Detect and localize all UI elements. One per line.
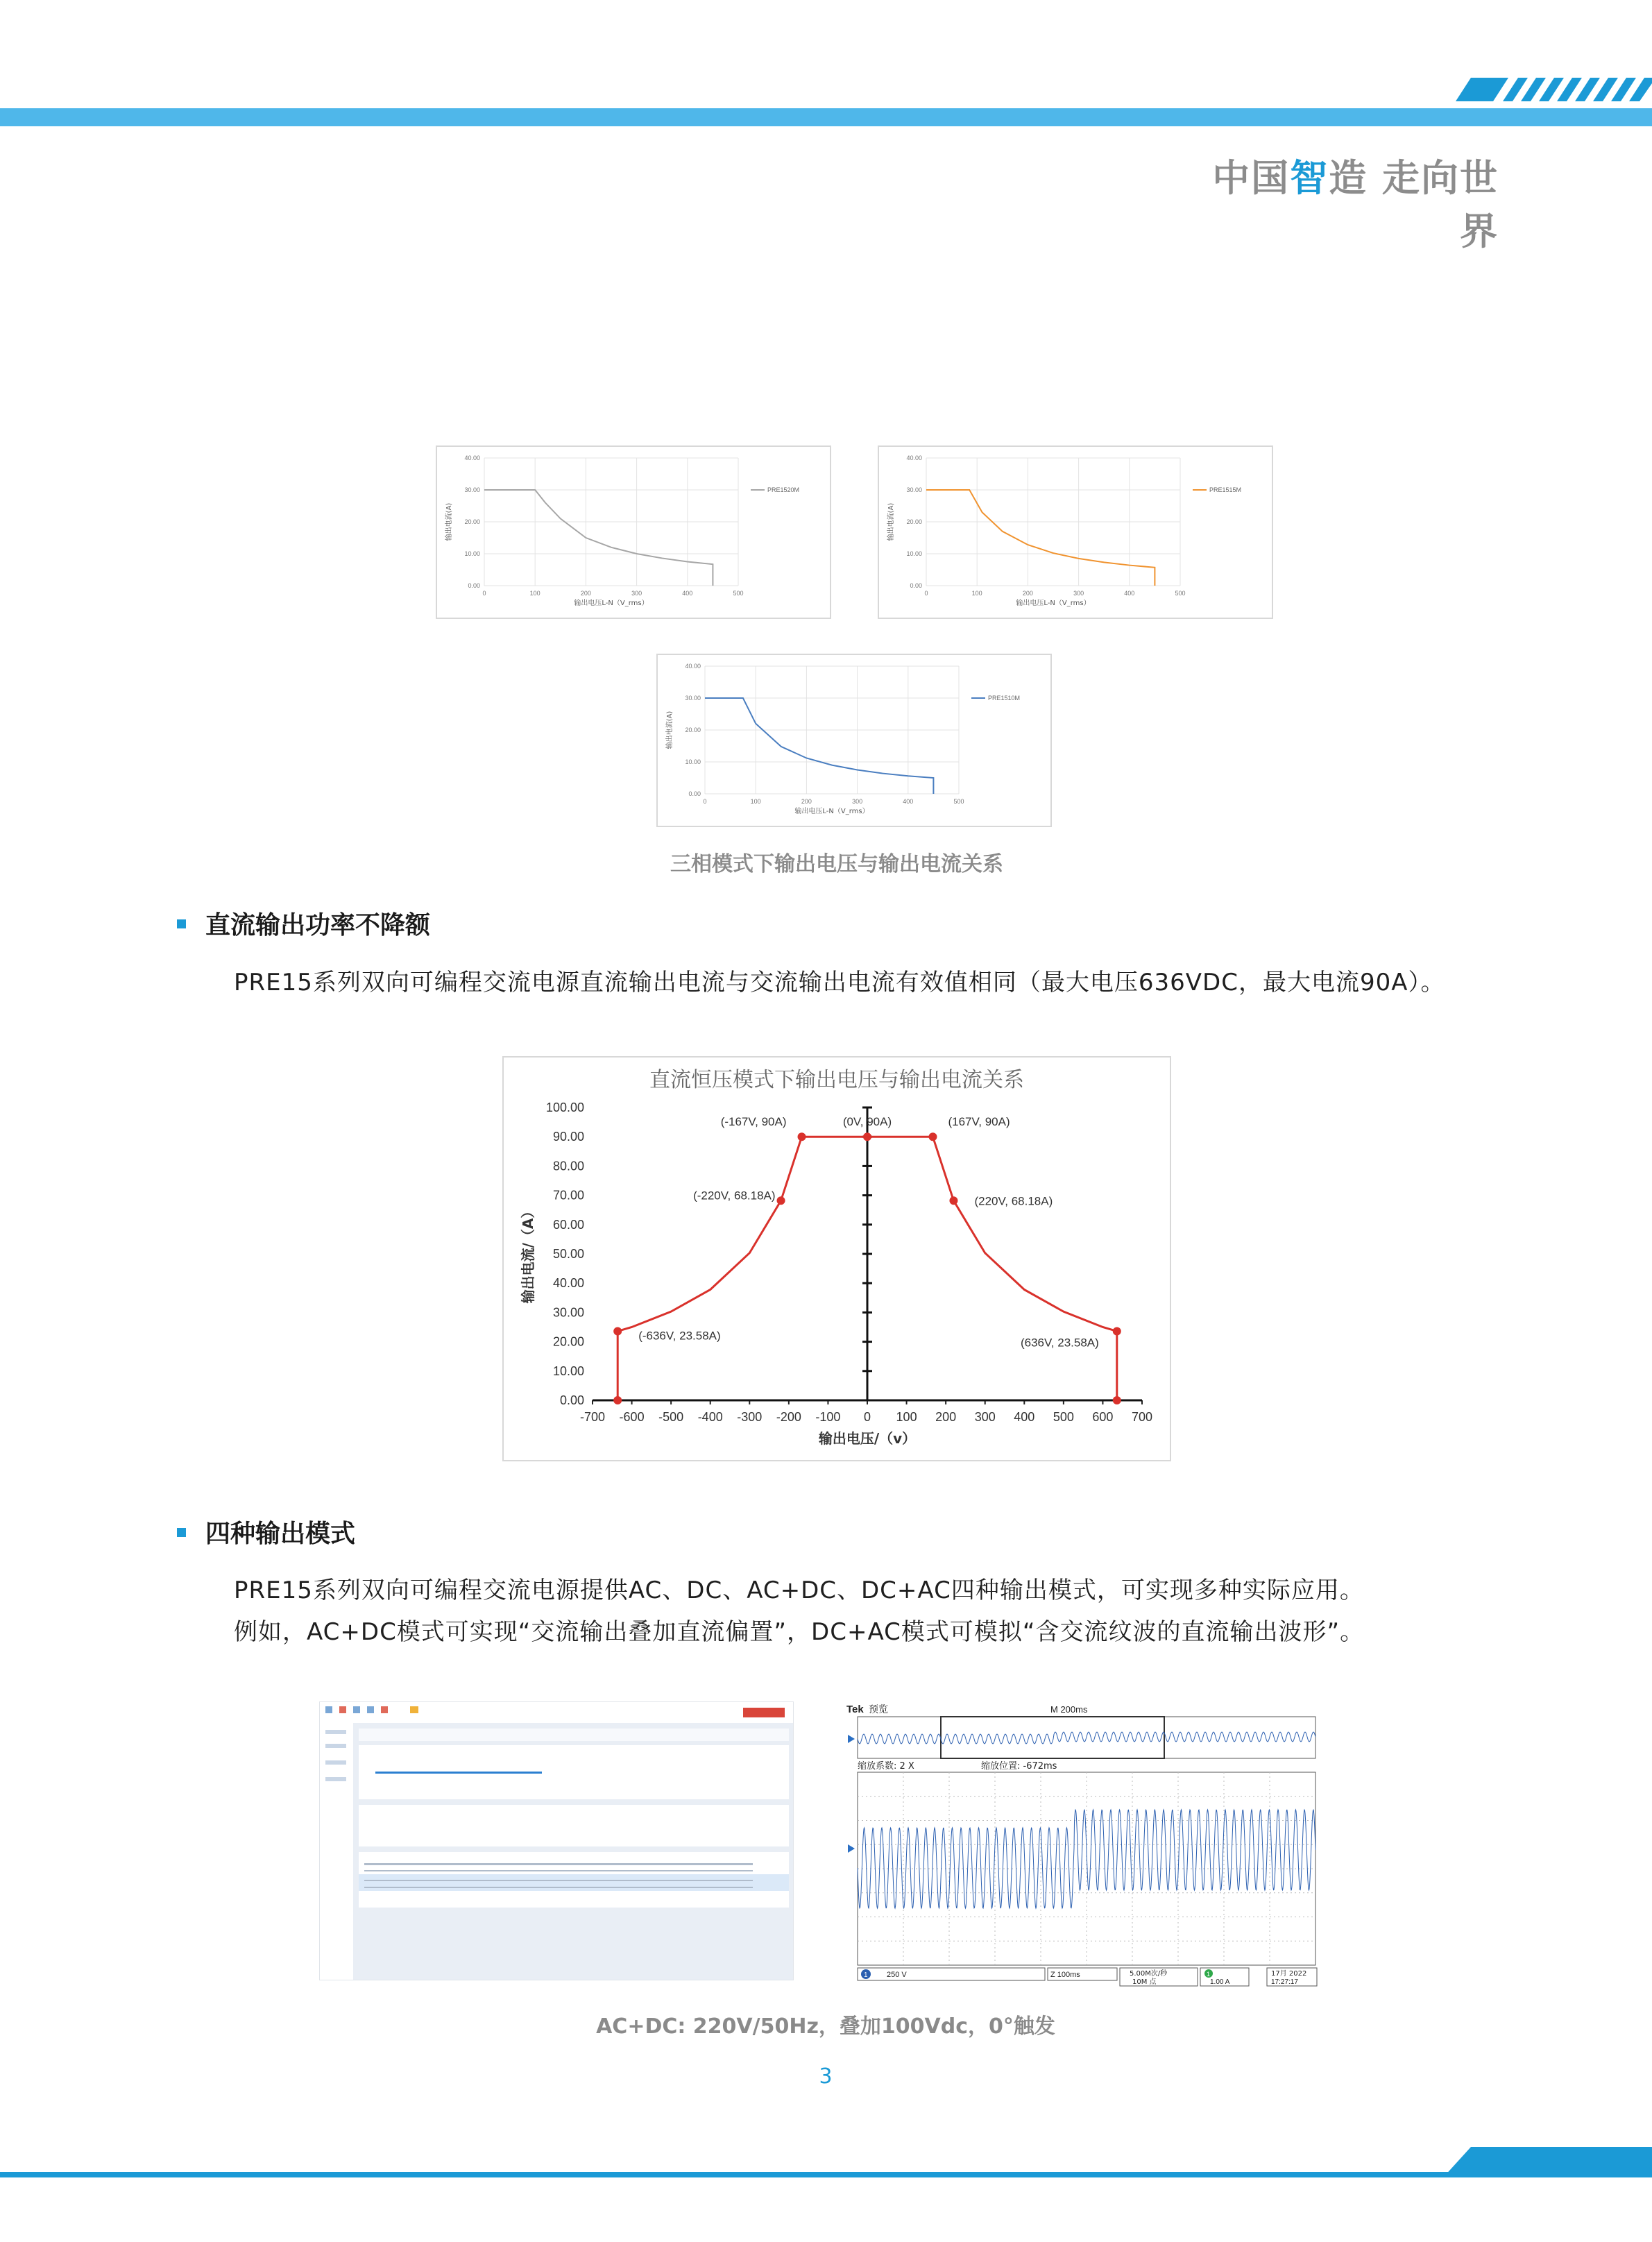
osc-ch1-scale: 250 V: [887, 1971, 907, 1979]
y-tick-label: 100.00: [545, 1101, 584, 1114]
y-tick-label: 60.00: [552, 1217, 584, 1232]
x-tick-label: 300: [974, 1410, 996, 1424]
section1-paragraph: PRE15系列双向可编程交流电源直流输出电流与交流输出电流有效值相同（最大电压636VDC，最大电流90A）。: [234, 969, 1445, 996]
x-tick-label: 400: [903, 798, 914, 805]
chart-pre1515m: [878, 445, 1273, 619]
software-screenshot: [319, 1701, 794, 1980]
y-axis-label: 输出电流(A): [445, 502, 453, 541]
x-tick-label: 200: [1022, 590, 1033, 597]
osc-record-length: 10M 点: [1132, 1978, 1157, 1986]
x-tick-label: 400: [1124, 590, 1135, 597]
y-tick-label: 30.00: [464, 486, 480, 493]
chart-dc-constant-voltage: [502, 1056, 1171, 1461]
y-axis-label: 输出电流/（A）: [520, 1204, 536, 1304]
y-tick-label: 90.00: [552, 1130, 584, 1144]
osc-trigger-level: 1.00 A: [1210, 1978, 1230, 1986]
x-tick-label: -400: [697, 1410, 723, 1424]
x-tick-label: 300: [1073, 590, 1084, 597]
data-label: (220V, 68.18A): [974, 1194, 1053, 1208]
data-point: [949, 1196, 957, 1205]
x-tick-label: 200: [801, 798, 812, 805]
y-tick-label: 10.00: [685, 758, 701, 765]
y-tick-label: 70.00: [552, 1188, 584, 1203]
y-tick-label: 40.00: [906, 455, 922, 461]
data-point: [798, 1132, 806, 1141]
legend-label: PRE1515M: [1209, 486, 1242, 493]
x-tick-label: 200: [935, 1410, 957, 1424]
y-tick-label: 30.00: [906, 486, 922, 493]
osc-trigger-channel: 1: [1207, 1971, 1211, 1978]
x-axis-label: 输出电压/（v）: [818, 1430, 917, 1447]
data-label: (-636V, 23.58A): [638, 1329, 721, 1343]
osc-status: 预览: [869, 1704, 888, 1715]
osc-zoom-factor: 缩放系数: 2 X: [858, 1761, 914, 1772]
x-tick-label: 300: [852, 798, 863, 805]
three-phase-caption: 三相模式下输出电压与输出电流关系: [670, 852, 1003, 876]
x-tick-label: 100: [750, 798, 761, 805]
dc-chart-title: 直流恒压模式下输出电压与输出电流关系: [649, 1068, 1024, 1092]
osc-date: 17月 2022: [1271, 1970, 1307, 1978]
osc-time: 17:27:17: [1271, 1978, 1298, 1986]
data-point: [1113, 1396, 1121, 1404]
header-stripes-decoration: [1443, 78, 1652, 101]
y-axis-label: 输出电流(A): [887, 502, 895, 541]
x-axis-label: 输出电压L-N（V_rms）: [574, 600, 649, 607]
y-tick-label: 40.00: [464, 455, 480, 461]
osc-zoom-timebase: Z 100ms: [1050, 1971, 1080, 1979]
y-tick-label: 0.00: [688, 790, 701, 797]
osc-timebase: M 200ms: [1050, 1704, 1088, 1715]
y-tick-label: 20.00: [552, 1334, 584, 1349]
x-tick-label: -200: [776, 1410, 801, 1424]
x-tick-label: 400: [1014, 1410, 1035, 1424]
x-tick-label: 100: [896, 1410, 917, 1424]
bottom-caption: AC+DC: 220V/50Hz，叠加100Vdc，0°触发: [596, 2014, 1055, 2039]
y-tick-label: 0.00: [910, 582, 922, 589]
y-tick-label: 40.00: [552, 1276, 584, 1291]
y-tick-label: 80.00: [552, 1159, 584, 1173]
x-tick-label: 700: [1131, 1410, 1153, 1424]
section2-line1: PRE15系列双向可编程交流电源提供AC、DC、AC+DC、DC+AC四种输出模式，可实现多种实际应用。: [234, 1577, 1364, 1604]
y-tick-label: 50.00: [552, 1247, 584, 1261]
chart-pre1520m: [436, 445, 831, 619]
osc-zoom-position: 缩放位置: -672ms: [981, 1761, 1057, 1772]
y-tick-label: 10.00: [464, 550, 480, 557]
x-tick-label: 500: [1053, 1410, 1074, 1424]
x-tick-label: 200: [580, 590, 591, 597]
x-axis-label: 输出电压L-N（V_rms）: [1016, 600, 1091, 607]
footer-band: [0, 2172, 1652, 2177]
data-point: [863, 1132, 871, 1141]
bullet-square-icon: [177, 1528, 186, 1537]
y-tick-label: 20.00: [685, 727, 701, 733]
slogan: 中国智造 走向世界: [1212, 156, 1499, 253]
y-tick-label: 30.00: [685, 695, 701, 702]
x-tick-label: 600: [1092, 1410, 1114, 1424]
series-line: [705, 698, 933, 794]
section-heading-dc-power: 直流输出功率不降额: [177, 906, 430, 941]
section-heading-output-modes: 四种输出模式: [177, 1514, 355, 1549]
legend-label: PRE1510M: [988, 695, 1021, 702]
section2-line2: 例如，AC+DC模式可实现“交流输出叠加直流偏置”，DC+AC模式可模拟“含交流纹波的直流输出波形”。: [234, 1618, 1365, 1646]
page-number: 3: [819, 2064, 833, 2089]
oscilloscope-screenshot: [845, 1701, 1318, 1987]
x-tick-label: 500: [733, 590, 744, 597]
x-tick-label: 100: [529, 590, 540, 597]
data-point: [777, 1196, 785, 1205]
bullet-square-icon: [177, 919, 186, 928]
y-tick-label: 20.00: [906, 518, 922, 525]
series-line: [926, 490, 1155, 586]
data-label: (636V, 23.58A): [1020, 1336, 1099, 1350]
y-tick-label: 0.00: [468, 582, 480, 589]
x-tick-label: 400: [682, 590, 693, 597]
y-axis-label: 输出电流(A): [666, 711, 674, 749]
legend-label: PRE1520M: [767, 486, 800, 493]
x-tick-label: 0: [924, 590, 928, 597]
x-tick-label: -600: [619, 1410, 645, 1424]
y-tick-label: 30.00: [552, 1305, 584, 1320]
data-point: [613, 1327, 622, 1335]
x-axis-label: 输出电压L-N（V_rms）: [794, 808, 869, 815]
chart-pre1510m: [656, 654, 1052, 827]
y-tick-label: 0.00: [559, 1393, 584, 1407]
x-tick-label: 100: [971, 590, 982, 597]
data-point: [1113, 1327, 1121, 1335]
data-label: (-220V, 68.18A): [693, 1189, 776, 1203]
x-tick-label: 300: [631, 590, 642, 597]
x-tick-label: -700: [579, 1410, 606, 1424]
data-label: (-167V, 90A): [720, 1115, 787, 1129]
y-tick-label: 10.00: [552, 1364, 584, 1378]
y-tick-label: 40.00: [685, 663, 701, 670]
series-line: [484, 490, 713, 586]
y-tick-label: 10.00: [906, 550, 922, 557]
osc-brand: Tek: [846, 1704, 864, 1715]
y-tick-label: 20.00: [464, 518, 480, 525]
x-tick-label: -100: [815, 1410, 841, 1424]
x-tick-label: -300: [737, 1410, 763, 1424]
header-band: [0, 108, 1652, 126]
data-label: (0V, 90A): [842, 1115, 892, 1129]
x-tick-label: -500: [658, 1410, 684, 1424]
data-point: [613, 1396, 622, 1404]
x-tick-label: 0: [703, 798, 707, 805]
osc-channel-number: 1: [864, 1971, 868, 1979]
data-label: (167V, 90A): [948, 1115, 1010, 1129]
data-point: [928, 1132, 937, 1141]
osc-sample-rate: 5.00M次/秒: [1130, 1970, 1168, 1978]
x-tick-label: 500: [1175, 590, 1186, 597]
x-tick-label: 0: [863, 1410, 871, 1424]
x-tick-label: 500: [953, 798, 964, 805]
x-tick-label: 0: [482, 590, 486, 597]
